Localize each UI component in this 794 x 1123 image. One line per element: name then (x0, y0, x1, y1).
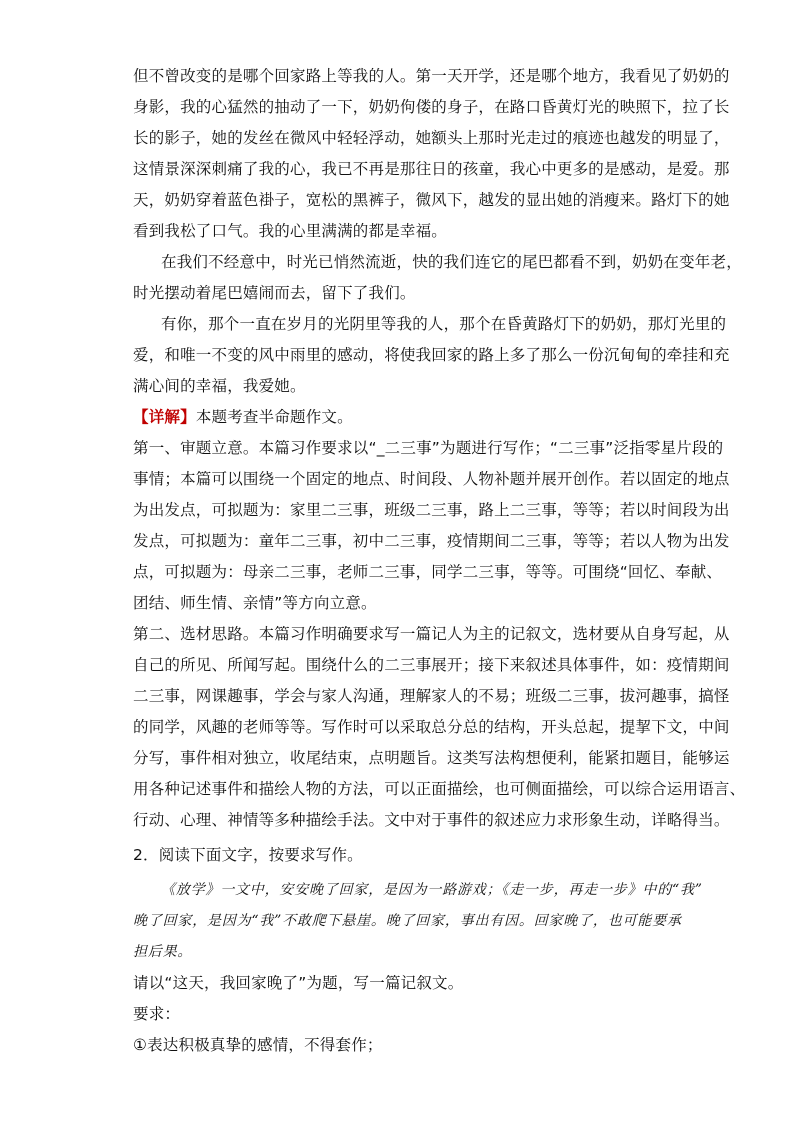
detail-intro: 本题考查半命题作文。 (195, 408, 353, 426)
detail-heading (133, 407, 353, 427)
requirements-label: 要求： (133, 1005, 181, 1023)
analysis-line: 用各种记述事件和描绘人物的方法，可以正面描绘，也可侧面描绘，可以综合运用语言、 (133, 780, 746, 798)
task-line: 请以“这天，我回家晚了”为题，写一篇记叙文。 (133, 974, 464, 992)
analysis-line: 点，可拟题为：母亲二三事，老师二三事，同学二三事，等等。可围绕“回忆、奉献、 (133, 563, 723, 581)
quote-line: 晚了回家，是因为“我”不敢爬下悬崖。晚了回家，事出有因。回家晚了，也可能要承 (133, 913, 682, 929)
analysis-line: 行动、心理、神情等多种描绘手法。文中对于事件的叙述应力求形象生动，详略得当。 (133, 811, 730, 829)
essay-line: 这情景深深刺痛了我的心，我已不再是那往日的孩童，我心中更多的是感动，是爱。那 (133, 160, 730, 178)
essay-line: 满心间的幸福，我爱她。 (133, 377, 306, 395)
essay-line: 长的影子，她的发丝在微风中轻轻浮动，她额头上那时光走过的痕迹也越发的明显了， (133, 129, 730, 147)
quote-line: 担后果。 (133, 944, 193, 960)
analysis-line: 第一、审题立意。本篇习作要求以“_二三事”为题进行写作；“二三事”泛指零星片段的 (133, 439, 724, 457)
analysis-line: 分写，事件相对独立，收尾结束，点明题旨。这类写法构想便利，能紧扣题目，能够运 (133, 749, 730, 767)
detail-tag: 【详解】 (133, 408, 196, 426)
question-stem: 2．阅读下面文字，按要求写作。 (133, 846, 363, 864)
analysis-line: 事情；本篇可以围绕一个固定的地点、时间段、人物补题并展开创作。若以固定的地点 (133, 470, 730, 488)
essay-line: 但不曾改变的是哪个回家路上等我的人。第一天开学，还是哪个地方，我看见了奶奶的 (133, 67, 730, 85)
quote-line: 《放学》一文中，安安晚了回家，是因为一路游戏；《走一步，再走一步》中的“我” (161, 882, 703, 898)
essay-line: 时光摆动着尾巴嬉闹而去，留下了我们。 (133, 284, 416, 302)
essay-line: 看到我松了口气。我的心里满满的都是幸福。 (133, 222, 448, 240)
essay-line: 爱，和唯一不变的风中雨里的感动，将使我回家的路上多了那么一份沉甸甸的牵挂和充 (133, 346, 730, 364)
analysis-line: 为出发点，可拟题为：家里二三事，班级二三事，路上二三事，等等；若以时间段为出 (133, 501, 730, 519)
requirement-item: ①表达积极真挚的感情，不得套作； (133, 1036, 383, 1054)
essay-line: 天，奶奶穿着蓝色褂子，宽松的黑裤子，微风下，越发的显出她的消瘦来。路灯下的她 (133, 191, 730, 209)
essay-line: 身影，我的心猛然的抽动了一下，奶奶佝偻的身子，在路口昏黄灯光的映照下，拉了长 (133, 98, 730, 116)
analysis-line: 的同学，风趣的老师等等。写作时可以采取总分总的结构，开头总起，提挈下文，中间 (133, 718, 730, 736)
essay-line: 在我们不经意中，时光已悄然流逝，快的我们连它的尾巴都看不到，奶奶在变年老， (161, 253, 742, 271)
analysis-line: 二三事，网课趣事，学会与家人沟通，理解家人的不易；班级二三事，拔河趣事，搞怪 (133, 687, 730, 705)
essay-line: 有你，那个一直在岁月的光阴里等我的人，那个在昏黄路灯下的奶奶，那灯光里的 (161, 315, 727, 333)
analysis-line: 团结、师生情、亲情”等方向立意。 (133, 594, 377, 612)
analysis-line: 自己的所见、所闻写起。围绕什么的二三事展开；接下来叙述具体事件，如：疫情期间 (133, 656, 730, 674)
analysis-line: 发点，可拟题为：童年二三事，初中二三事，疫情期间二三事，等等；若以人物为出发 (133, 532, 730, 550)
analysis-line: 第二、选材思路。本篇习作明确要求写一篇记人为主的记叙文，选材要从自身写起，从 (133, 625, 730, 643)
